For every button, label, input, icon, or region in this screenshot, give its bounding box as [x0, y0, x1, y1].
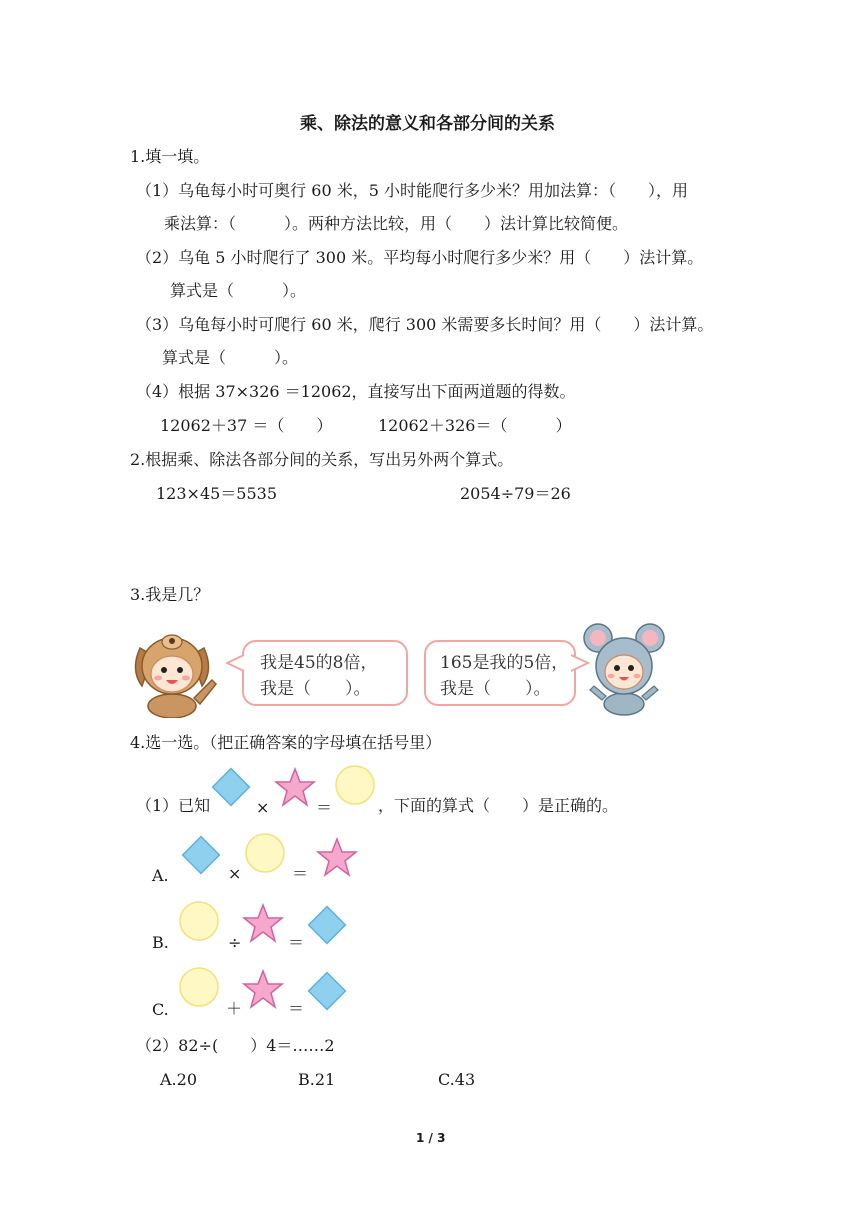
diamond-icon: [306, 904, 348, 946]
q1-p4-a: 12062＋37 ＝（ ）: [160, 416, 333, 435]
bubble-pointer-left: [226, 654, 246, 672]
star-icon: [274, 766, 316, 808]
q2-eq2: 2054÷79＝26: [460, 484, 571, 503]
circle-icon: [334, 764, 376, 806]
option-b-equals: ＝: [288, 933, 305, 952]
q4-p1-equals: ＝: [316, 798, 333, 817]
q2-heading: 2.根据乘、除法各部分间的关系，写出另外两个算式。: [130, 450, 514, 469]
q4-p2-option-c: C.43: [438, 1070, 476, 1089]
q1-p2-line2: 算式是（ ）。: [170, 281, 307, 300]
option-b-op: ÷: [228, 933, 242, 952]
q1-heading: 1.填一填。: [130, 147, 210, 166]
option-c-equals: ＝: [288, 999, 305, 1018]
option-a-equals: ＝: [292, 864, 309, 883]
q3-left-line2: 我是（ ）。: [260, 679, 371, 699]
page-number: 1 / 3: [416, 1131, 446, 1145]
q1-p3-line1: （3）乌龟每小时可爬行 60 米，爬行 300 米需要多长时间？用（ ）法计算。: [136, 315, 714, 334]
q4-p2-option-b: B.21: [298, 1070, 336, 1089]
q3-right-line1: 165是我的5倍，: [440, 653, 569, 673]
star-icon: [242, 968, 284, 1010]
q3-right-line2: 我是（ ）。: [440, 679, 551, 699]
page-title: 乘、除法的意义和各部分间的关系: [300, 114, 555, 134]
q4-p1-times: ×: [256, 798, 270, 817]
option-c-label: C.: [152, 1000, 169, 1019]
option-b-label: B.: [152, 933, 169, 952]
q3-left-line1: 我是45的8倍，: [260, 653, 378, 673]
circle-icon: [178, 966, 220, 1008]
q1-p4-line1: （4）根据 37×326 ＝12062，直接写出下面两道题的得数。: [136, 382, 576, 401]
q4-p2-option-a: A.20: [160, 1070, 197, 1089]
puppy-kid-icon: [128, 630, 220, 718]
q4-p1-suffix: ，下面的算式（ ）是正确的。: [378, 796, 619, 815]
circle-icon: [178, 900, 220, 942]
mouse-kid-icon: [582, 620, 666, 716]
diamond-icon: [306, 970, 348, 1012]
option-a-label: A.: [152, 866, 169, 885]
star-icon: [242, 902, 284, 944]
star-icon: [316, 836, 358, 878]
option-a-op: ×: [228, 864, 242, 883]
diamond-icon: [210, 766, 252, 808]
option-c-op: ＋: [226, 999, 243, 1018]
q4-heading: 4.选一选。（把正确答案的字母填在括号里）: [130, 733, 442, 752]
circle-icon: [244, 832, 286, 874]
q1-p2-line1: （2）乌龟 5 小时爬行了 300 米。平均每小时爬行多少米？用（ ）法计算。: [136, 248, 704, 267]
q2-eq1: 123×45＝5535: [156, 484, 278, 503]
q4-p2: （2）82÷( ）4＝……2: [136, 1036, 335, 1055]
diamond-icon: [180, 834, 222, 876]
q3-heading: 3.我是几？: [130, 585, 210, 604]
q1-p1-line2: 乘法算：（ ）。两种方法比较，用（ ）法计算比较简便。: [164, 214, 629, 233]
q4-p1-prefix: （1）已知: [136, 796, 211, 815]
q1-p3-line2: 算式是（ ）。: [162, 348, 299, 367]
q1-p1-line1: （1）乌龟每小时可奥行 60 米，5 小时能爬行多少米？用加法算：（ ），用: [136, 181, 688, 200]
q1-p4-b: 12062＋326＝（ ）: [378, 416, 572, 435]
